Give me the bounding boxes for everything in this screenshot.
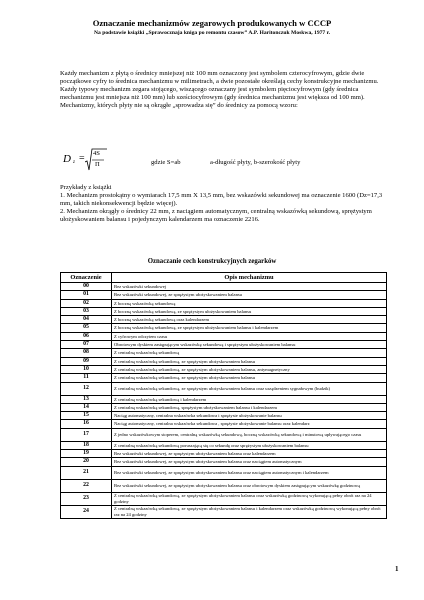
row-description: Z centralną wskazówką sekundową, ze sprężystym ułożyskowaniem balansu i kalendarzem oraz wskazówką godzinową wykonującą pełny obrót raz na 24 godziny [112,505,387,518]
table-row [61,466,387,479]
formula-where-dimensions: a-długość płyty, b-szerokość płyty [210,159,301,166]
page-number: 1 [395,565,399,573]
row-description: Z centralną wskazówką sekundową, ze sprężystym ułożyskowaniem balansu [112,357,387,365]
document-subtitle: Na podstawie książki „Sprawocznaja kniga po remontu czasow” A.P. Haritonczuk Moskwa, 1977 r. [94,30,330,36]
intro-paragraph-2: Każdy typowy mechanizm zegara stojącego, wiszącego oznaczany jest symbolem pięciocyfrowym (gdy średnica mechanizmu jest mniejsza niż 100 mm) lub sześciocyfrowym (gdy średnica mechanizmu jest większa od 100 mm). [60,86,365,102]
row-code: 12 [61,382,112,395]
row-code: 13 [61,395,112,403]
row-description: Naciąg automatyczny, centralna wskazówka sekundowa i sprężyste ułożyskowanie balansu [112,412,387,420]
formula-symbol: D [63,153,71,165]
intro-section [60,70,390,110]
row-code: 08 [61,349,112,357]
table-row [61,357,387,365]
formula-equals: = [79,153,85,164]
intro-paragraph-1: Każdy mechanizm z płytą o średnicy mniejszej niż 100 mm oznaczony jest symbolem czterocyfrowym, gdzie dwie początkowe cyfry to średnica mechanizmu w milimetrach, a dwie pozostałe określają cechy konstrukcyjne mechanizmu. [60,70,379,86]
table-row [61,299,387,307]
row-code: 02 [61,299,112,307]
table-row [61,441,387,449]
table-row [61,403,387,411]
row-description: Z boczną wskazówką sekundową, ze sprężystym ułożyskowaniem balansu [112,307,387,315]
row-description: Naciąg automatyczny, centralna wskazówka sekundowa , sprężyste ułożyskowanie balansu oraz kalendarz [112,420,387,428]
table-body [61,283,387,519]
table-row [61,428,387,441]
document-title: Oznaczanie mechanizmów zegarowych produkowanych w CCCP [92,18,332,28]
table-row [61,374,387,382]
table-row [61,395,387,403]
row-description: Bez wskazówki sekundowej, ze sprężystym ułożyskowaniem balansu oraz obrotowym dyskiem zastępującym wskazówkę godzinową [112,479,387,492]
row-code: 15 [61,412,112,420]
row-code: 00 [61,283,112,291]
table-row [61,479,387,492]
table-row [61,324,387,332]
row-description: Bez wskazówki sekundowej, ze sprężystym ułożyskowaniem balansu oraz kalendarzem [112,450,387,458]
row-code: 03 [61,307,112,315]
table-row [61,349,387,357]
row-code: 07 [61,341,112,349]
row-description: Z centralną wskazówką sekundową, ze sprężystym ułożyskowaniem balansu, antymagnetyczny [112,365,387,373]
row-description: Z boczną wskazówką sekundową, ze sprężystym ułożyskowaniem balansu i kalendarzem [112,324,387,332]
column-header-description: Opis mechanizmu [112,273,387,283]
row-code: 22 [61,479,112,492]
row-description: Z centralną wskazówką sekundową poruszającą się co sekundę oraz sprężystym ułożyskowaniem balansu [112,441,387,449]
row-code: 10 [61,365,112,373]
table-row [61,291,387,299]
table-row [61,420,387,428]
examples-section [60,184,390,224]
formula-denominator: Π [95,161,100,168]
row-description: Obrotowym dyskiem zastępującym wskazówkę sekundową i sprężystym ułożyskowaniem balansu [112,341,387,349]
row-description: Z centralną wskazówką sekundową, ze sprężystym ułożyskowaniem balansu oraz urządzeniem sygnałowym (budzik) [112,382,387,395]
row-description: Z boczną wskazówką sekundową [112,299,387,307]
row-description: Z jedno wskazówkowym stoperem, centralną wskazówką sekundową, boczną wskazówką sekundową i minutową upływającego czasu [112,428,387,441]
row-description: Bez wskazówki sekundowej, ze sprężystym ułożyskowaniem balansu [112,291,387,299]
row-code: 16 [61,420,112,428]
row-code: 05 [61,324,112,332]
row-code: 06 [61,332,112,340]
row-code: 11 [61,374,112,382]
row-code: 19 [61,450,112,458]
table-header-row [61,273,387,283]
formula-where: gdzie S=ab [151,159,181,166]
intro-paragraph-3: Mechanizmy, których płyty nie są okrągłe „sprowadza się” do średnicy za pomocą wzoru: [60,102,298,110]
row-code: 04 [61,316,112,324]
row-description: Z centralną wskazówką sekundową i kalendarzem [112,395,387,403]
row-description: Bez wskazówki sekundowej, ze sprężystym ułożyskowaniem balansu oraz naciągiem automatycznym i kalendarzem [112,466,387,479]
examples-heading: Przykłady z książki [60,184,112,191]
table-row [61,332,387,340]
row-description: Z centralną wskazówką sekundową, ze sprężystym ułożyskowaniem balansu [112,374,387,382]
example-2: 2. Mechanizm okrągły o średnicy 22 mm, z naciągiem automatycznym, centralną wskazówką sekundową, sprężystym ułożyskowaniem balansu i pojedynczym kalendarzem ma oznaczenie 2216. [60,208,372,224]
table-row [61,341,387,349]
table-row [61,492,387,505]
table-row [61,458,387,466]
table-row [61,307,387,315]
row-code: 17 [61,428,112,441]
table-row [61,450,387,458]
table-row [61,316,387,324]
diameter-formula [60,147,390,177]
row-description: Bez wskazówki sekundowej [112,283,387,291]
row-code: 23 [61,492,112,505]
column-header-code: Oznaczenie [61,273,112,283]
row-code: 01 [61,291,112,299]
table-row [61,283,387,291]
row-code: 20 [61,458,112,466]
row-description: Z cyfrowym odczytem czasu [112,332,387,340]
row-description: Z boczną wskazówką sekundową oraz kalendarzem [112,316,387,324]
row-code: 14 [61,403,112,411]
row-code: 21 [61,466,112,479]
table-row [61,505,387,518]
formula-numerator: 4S [93,150,100,157]
table-row [61,365,387,373]
example-1: 1. Mechanizm prostokątny o wymiarach 17,5 mm X 13,5 mm, bez wskazówki sekundowej ma oznaczenie 1600 (Dz=17,3 mm, takich niekonsekwencji będzie więcej). [60,192,383,208]
table-row [61,382,387,395]
formula-subscript: z [73,160,75,165]
table-row [61,412,387,420]
row-description: Z centralną wskazówką sekundową, sprężystym ułożyskowaniem balansu i kalendarzem [112,403,387,411]
row-code: 18 [61,441,112,449]
row-description: Z centralną wskazówką sekundową, ze sprężystym ułożyskowaniem balansu oraz wskazówką godzinową wykonującą pełny obrót raz na 24 godziny [112,492,387,505]
row-code: 24 [61,505,112,518]
row-code: 09 [61,357,112,365]
table-title: Oznaczanie cech konstrukcyjnych zegarków [147,258,277,265]
feature-codes-table [60,272,387,519]
row-description: Z centralną wskazówką sekundową [112,349,387,357]
row-description: Bez wskazówki sekundowej, ze sprężystym ułożyskowaniem balansu oraz naciągiem automatycznym [112,458,387,466]
